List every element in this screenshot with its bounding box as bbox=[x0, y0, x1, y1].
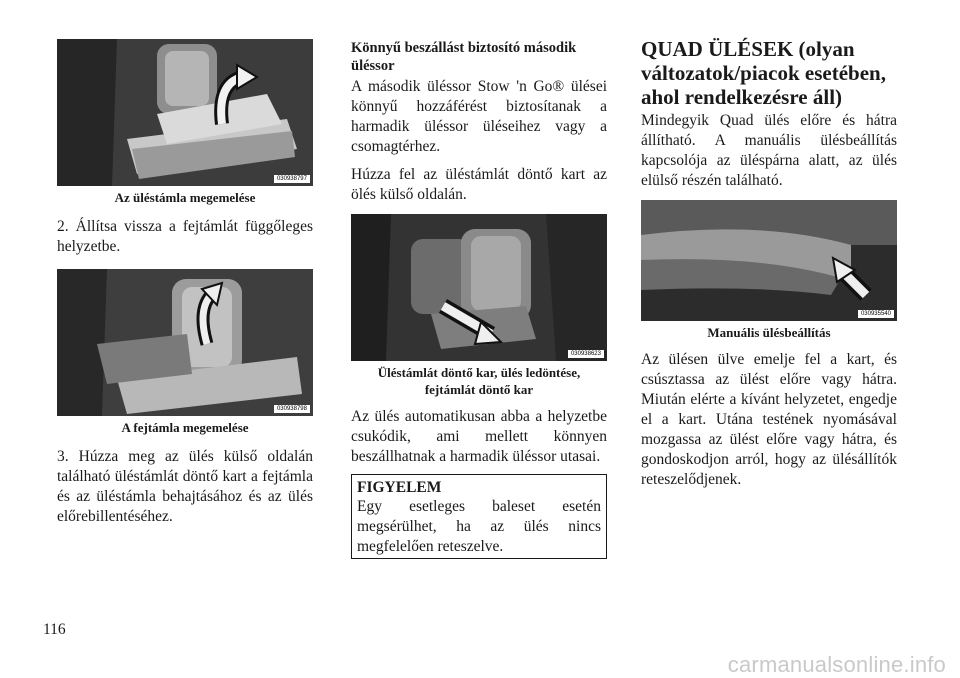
page-number: 116 bbox=[43, 621, 66, 638]
warning-box bbox=[351, 474, 607, 559]
auto-fold-paragraph: Az ülés automatikusan abba a helyzetbe csukódik, ami mellett könnyen beszállhatnak a harmadik üléssor utasai. bbox=[351, 408, 607, 465]
headrest-raise-illustration bbox=[57, 269, 313, 416]
figure-code: 030935540 bbox=[858, 310, 894, 318]
figure-caption: Üléstámlát döntő kar, ülés ledöntése, fejtámlát döntő kar bbox=[377, 365, 581, 397]
easy-entry-subheading: Könnyű beszállást biztosító második üléssor bbox=[351, 40, 577, 74]
column-3 bbox=[641, 37, 897, 490]
quad-seats-heading: QUAD ÜLÉSEK (olyan változatok/piacok esetében, ahol rendelkezésre áll) bbox=[641, 37, 886, 109]
step-3-text: 3. Húzza meg az ülés külső oldalán található üléstámlát döntő kart a fejtámla és az üléstámla behajtásához és az ülés előrebillentéséhez. bbox=[57, 448, 313, 525]
easy-entry-paragraph: A második üléssor Stow 'n Go® ülései könnyű hozzáférést biztosítanak a harmadik üléssor üléseihez vagy a csomagtérhez. bbox=[351, 78, 607, 155]
warning-title: FIGYELEM bbox=[357, 479, 442, 496]
lever-instruction: Húzza fel az üléstámlát döntő kart az ölés külső oldalán. bbox=[351, 166, 607, 203]
watermark: carmanualsonline.info bbox=[727, 652, 946, 677]
seatback-lever-figure bbox=[351, 214, 607, 361]
figure-caption: Az üléstámla megemelése bbox=[114, 190, 256, 205]
quad-seats-paragraph: Mindegyik Quad ülés előre és hátra állítható. A manuális ülésbeállítás kapcsolója az üléspárna alatt, az ülés elülső részén található. bbox=[641, 112, 897, 189]
seatback-raise-illustration bbox=[57, 39, 313, 186]
figure-code: 030938623 bbox=[568, 350, 604, 358]
step-2-text: 2. Állítsa vissza a fejtámlát függőleges helyzetbe. bbox=[57, 218, 313, 255]
headrest-raise-figure bbox=[57, 269, 313, 416]
figure-code: 030938797 bbox=[274, 175, 310, 183]
manual-adjust-figure bbox=[641, 200, 897, 321]
figure-code: 030938798 bbox=[274, 405, 310, 413]
column-1 bbox=[57, 39, 313, 527]
seatback-lever-illustration bbox=[351, 214, 607, 361]
manual-adjust-paragraph: Az ülésen ülve emelje fel a kart, és csúsztassa az ülést előre vagy hátra. Miután elérte a kívánt helyzetet, engedje el a kart. Utána testének nyomásával mozgassa az ülést előre vagy hátra, és gondoskodjon arról, hogy az ülésállítók reteszelődjenek. bbox=[641, 351, 897, 488]
seatback-raise-figure bbox=[57, 39, 313, 186]
figure-caption: A fejtámla megemelése bbox=[121, 420, 249, 435]
figure-caption: Manuális ülésbeállítás bbox=[707, 325, 831, 340]
warning-text: Egy esetleges baleset esetén megsérülhet, ha az ülés nincs megfelelően reteszelve. bbox=[357, 498, 601, 555]
column-2 bbox=[351, 39, 607, 467]
manual-adjust-illustration bbox=[641, 200, 897, 321]
